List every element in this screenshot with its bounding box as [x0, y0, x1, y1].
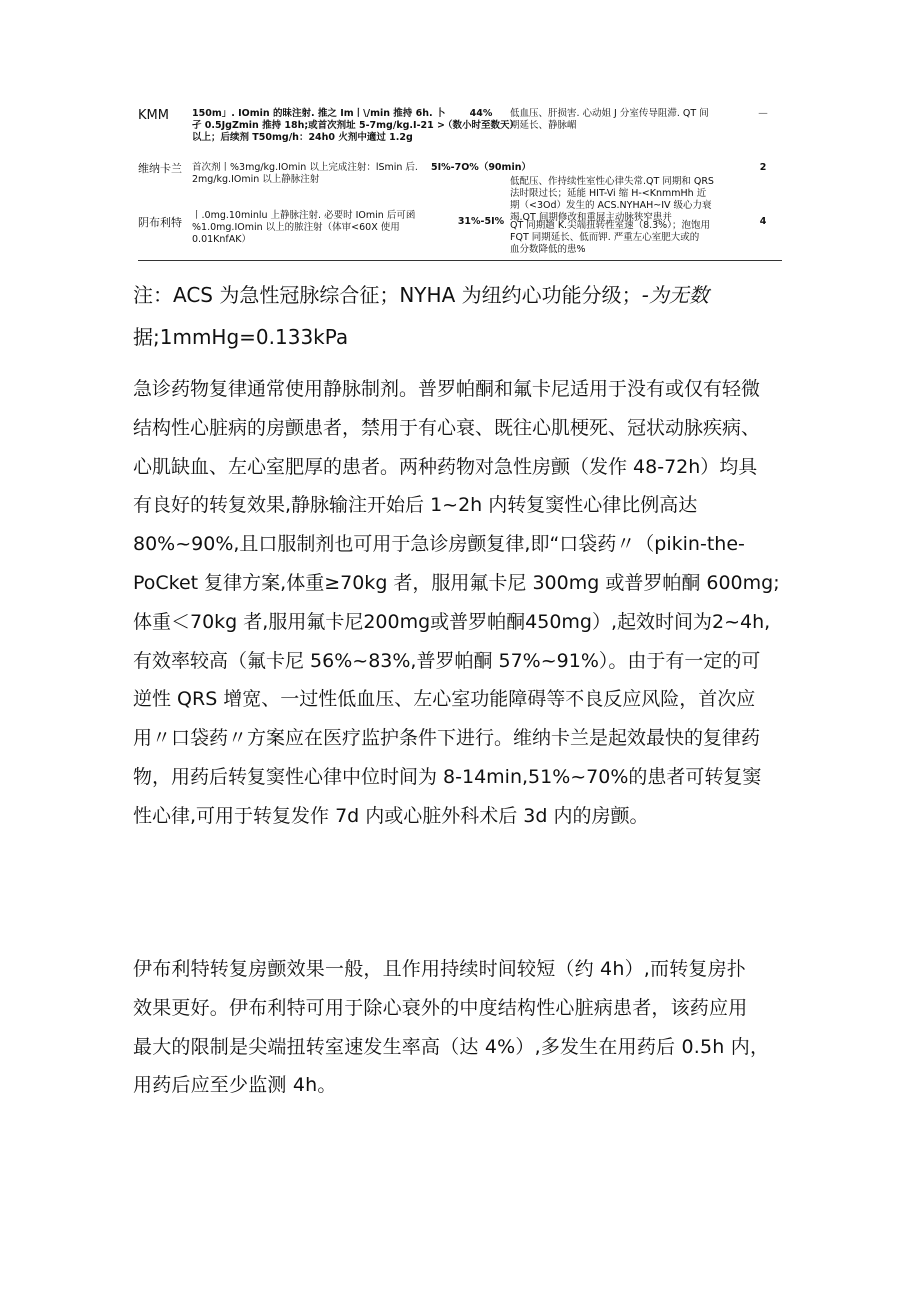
- drug-efficacy: 31%-5I%: [457, 216, 505, 227]
- text-line: 结构性心脏病的房颤患者，禁用于有心衰、既往心肌梗死、冠状动脉疾病、: [133, 416, 761, 439]
- drug-name: 阴布利特: [138, 216, 182, 229]
- drug-name: KMM: [138, 108, 169, 123]
- text-line: 急诊药物复律通常使用静脉制剂。普罗帕酮和氟卡尼适用于没有或仅有轻微: [133, 378, 761, 400]
- note-unit-conversion: 据;1mmHg=0.133kPa: [133, 325, 349, 349]
- drug-evidence-level: 4: [759, 216, 767, 227]
- text-line: 效果更好。伊布利特可用于除心衰外的中度结构性心脏病患者，该药应用: [133, 996, 748, 1019]
- drug-dosage: 首次剂丨%3mg/kg.IOmin 以上完成注射：lSmin 后. 2mg/kg.IOmin 以上静脉注射: [192, 162, 418, 185]
- paragraph-ibutilide: [133, 950, 805, 1105]
- text-line: 有效率较高（氟卡尼 56%~83%,普罗帕酮 57%~91%）。由于有一定的可: [133, 649, 761, 672]
- text-line: 心肌缺血、左心室肥厚的患者。两种药物对急性房颤（发作 48-72h）均具: [133, 455, 758, 478]
- table-bottom-rule: [138, 260, 782, 261]
- drug-table: [138, 104, 782, 262]
- text-line: 有良好的转复效果,静脉输注开始后 1~2h 内转复窦性心律比例高达: [133, 494, 698, 517]
- table-note: [133, 281, 805, 352]
- text-line: 80%~90%,且口服制剂也可用于急诊房颤复律,即“口袋药〃（pikin-the-: [133, 533, 745, 556]
- text-line: 用〃口袋药〃方案应在医疗监护条件下进行。维纳卡兰是起效最快的复律药: [133, 727, 761, 750]
- note-dash-meaning: -为无数: [641, 283, 709, 307]
- drug-adverse-effects: 低血压、肝损害. 心动姐 J 分室传导阻滞. QT 间 期延长、静脉嵋: [510, 108, 709, 131]
- drug-adverse-effects: QT 同期趟 K.尖端扭转性室速（8.3%）；泡饱用 FQT 同期延长、低而钾. 严重左心室肥大或的 血分数降低的患%: [510, 220, 710, 255]
- text-line: 伊布利特转复房颤效果一般，且作用持续时间较短（约 4h）,而转复房扑: [133, 958, 747, 980]
- text-line: 性心律,可用于转复发作 7d 内或心脏外科术后 3d 内的房颤。: [133, 804, 649, 827]
- text-line: 最大的限制是尖端扭转室速发生率高（达 4%）,多发生在用药后 0.5h 内，: [133, 1035, 770, 1058]
- drug-efficacy: 44% （数小时至数天）: [442, 108, 519, 131]
- text-line: PoCket 复律方案,体重≥70kg 者，服用氟卡尼 300mg 或普罗帕酮 600mg;: [133, 571, 780, 594]
- drug-dosage: 丨.0mg.10minlu 上静脉注射. 必要时 IOmin 后可函 %1.0mg.IOmin 以上的脓注射（体审<60X 使用 0.01KnfAK）: [192, 210, 416, 245]
- text-line: 用药后应至少监测 4h。: [133, 1074, 337, 1097]
- drug-evidence-level: 2: [759, 162, 767, 173]
- drug-dosage: 150m」. IOmin 的昧注射. 推之 Im丨\/min 推持 6h. 卜 孑 0.5JgZmin 推持 18h;或首次剂址 5-7mg/kg.I-21 > 以上；后续剂 T50mg/h：24h0 火剂中適过 1.2g: [192, 108, 446, 143]
- note-line: [133, 281, 805, 310]
- paragraph-emergency-conversion: [133, 370, 805, 836]
- text-line: 体重＜70kg 者,服用氟卡尼200mg或普罗帕酮450mg）,起效时间为2~4h,: [133, 610, 771, 633]
- drug-name: 维纳卡兰: [138, 162, 182, 175]
- note-abbreviations: 注：ACS 为急性冠脉综合征；NYHA 为纽约心功能分级；: [133, 283, 642, 307]
- text-line: 物，用药后转复窦性心律中位时间为 8-14min,51%~70%的患者可转复窦: [133, 765, 762, 788]
- drug-evidence-level: —: [758, 108, 768, 119]
- drug-adverse-effects: 低配压、作持续性室性心律失常.QT 同期和 QRS 法时限过长；延能 HIT-Vi 缩 H-<KnmmHh 近 期（<3Od）发生的 ACS.NYHAH~IV 级心力衰 竭.QT 间期修改和重展主动脉狭窄患并: [510, 176, 714, 223]
- text-line: 逆性 QRS 增宽、一过性低血压、左心室功能障碍等不良反应风险，首次应: [133, 688, 756, 711]
- drug-efficacy: 5I%-7O%（90min）: [431, 162, 531, 173]
